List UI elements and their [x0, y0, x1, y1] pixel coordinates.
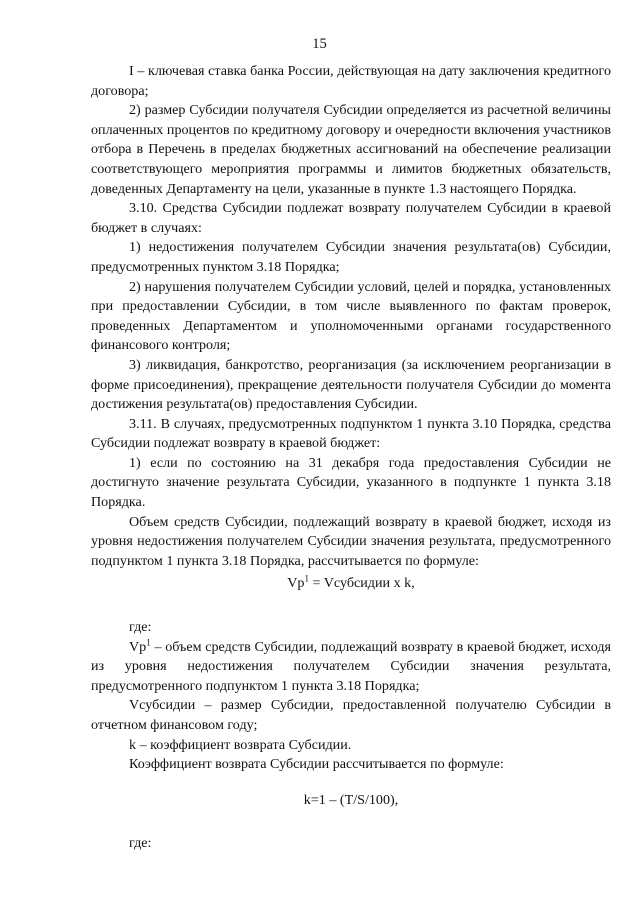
paragraph-3-11-item-1: 1) если по состоянию на 31 декабря года предоставления Субсидии не достигнуто значение результата Субсидии, указанного в подпункте 1 пункта 3.18 Порядка.	[91, 454, 611, 511]
definition-vp-term: Vp	[129, 638, 147, 655]
paragraph-3-11: 3.11. В случаях, предусмотренных подпунктом 1 пункта 3.10 Порядка, средства Субсидии подлежат возврату в краевой бюджет:	[91, 415, 611, 452]
where-label-2: где:	[129, 835, 152, 852]
paragraph-return-volume: Объем средств Субсидии, подлежащий возврату в краевой бюджет, исходя из уровня недостижения получателем Субсидии значения результата, предусмотренного подпунктом 1 пункта 3.18 Порядка, рассчитывается по формуле:	[91, 513, 611, 569]
paragraph-3-10-item-3: 3) ликвидация, банкротство, реорганизация (за исключением реорганизации в форме присоединения), прекращение деятельности получателя Субсидии до момента достижения результата(ов) предоставления Субсидии.	[91, 356, 611, 413]
definition-vp-superscript: 1	[146, 636, 151, 647]
formula-vp: Vp	[287, 575, 305, 592]
formula-rhs: = Vсубсидии x k,	[308, 575, 415, 592]
where-label: где:	[129, 619, 152, 636]
paragraph-key-rate: I – ключевая ставка банка России, действующая на дату заключения кредитного договора;	[91, 63, 611, 99]
definition-vp	[91, 638, 611, 697]
formula-coefficient: k=1 – (T/S/100),	[303, 791, 399, 808]
page-number: 15	[312, 36, 327, 52]
definition-vp-text: – объем средств Субсидии, подлежащий возврату в краевой бюджет, исходя из уровня недостижения получателем Субсидии значения результата, предусмотренного подпунктом 1 пункта 3.18 Порядка;	[91, 638, 611, 694]
document-body	[91, 62, 611, 854]
definition-k: k – коэффициент возврата Субсидии.	[129, 736, 352, 753]
formula-vp-superscript: 1	[304, 573, 309, 584]
paragraph-3-10-item-2: 2) нарушения получателем Субсидии условий, целей и порядка, установленных при предоставлении Субсидии, в том числе выявленного по фактам проверок, проведенных Департаментом и уполномоченными органами государственного финансового контроля;	[91, 278, 611, 354]
definition-vsubsidy: Vсубсидии – размер Субсидии, предоставленной получателю Субсидии в отчетном финансовом году;	[91, 697, 611, 733]
formula-return-volume	[91, 574, 611, 594]
paragraph-3-10: 3.10. Средства Субсидии подлежат возврату получателем Субсидии в краевой бюджет в случаях:	[91, 200, 611, 236]
paragraph-subsidy-size: 2) размер Субсидии получателя Субсидии определяется из расчетной величины оплаченных процентов по кредитному договору и очередности включения участников отбора в Перечень в пределах бюджетных ассигнований на обеспечение реализации соответствующего мероприятия программы и лимитов бюджетных обязательств, доведенных Департаменту на цели, указанные в пункте 1.3 настоящего Порядка.	[91, 102, 611, 197]
paragraph-3-10-item-1: 1) недостижения получателем Субсидии значения результата(ов) Субсидии, предусмотренных пунктом 3.18 Порядка;	[91, 239, 611, 275]
paragraph-coefficient: Коэффициент возврата Субсидии рассчитывается по формуле:	[129, 756, 504, 773]
